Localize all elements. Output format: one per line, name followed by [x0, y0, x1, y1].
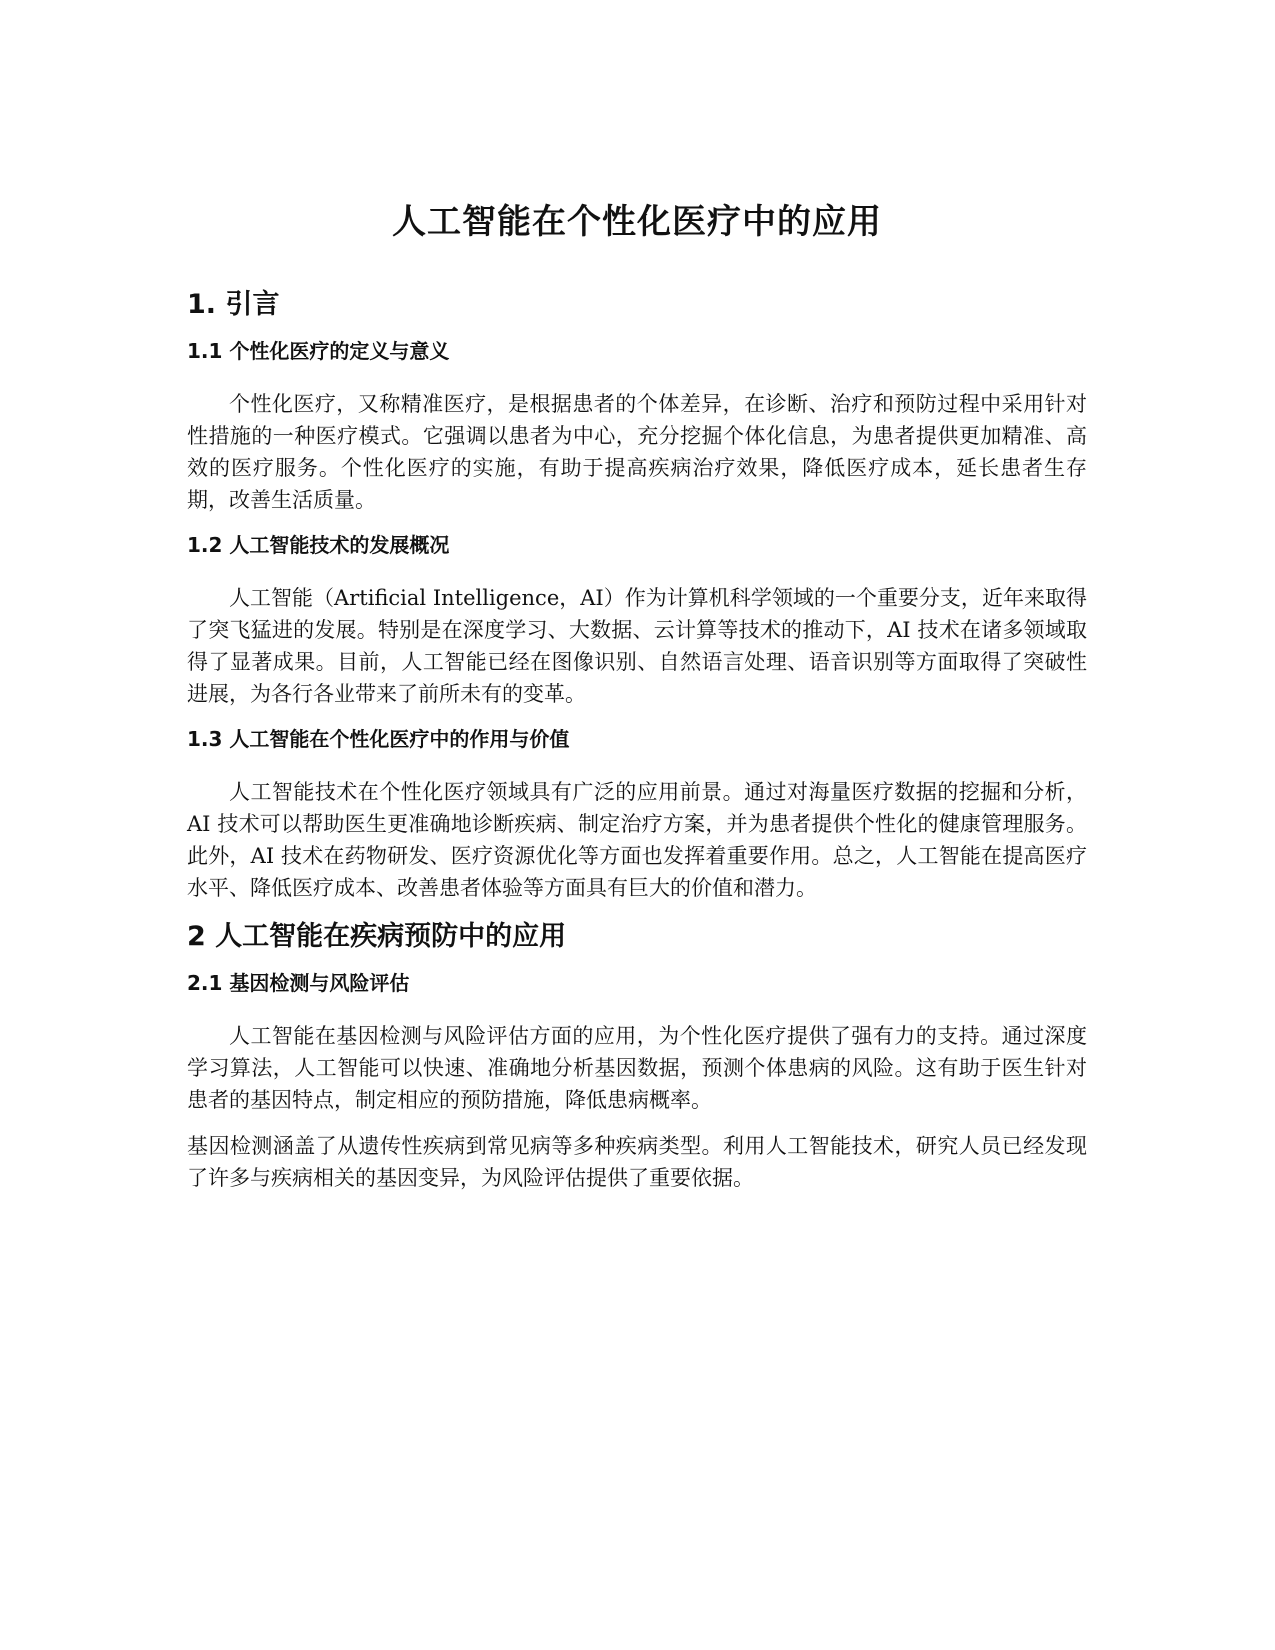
subsection-heading-2-1: 2.1 基因检测与风险评估 [187, 971, 410, 995]
paragraph-2-1-a: 人工智能在基因检测与风险评估方面的应用，为个性化医疗提供了强有力的支持。通过深度学习算法，人工智能可以快速、准确地分析基因数据，预测个体患病的风险。这有助于医生针对患者的基因特点，制定相应的预防措施，降低患病概率。 [187, 1024, 1087, 1112]
subsection-heading-1-1: 1.1 个性化医疗的定义与意义 [187, 339, 450, 363]
section-heading-introduction: 1. 引言 [187, 289, 280, 320]
subsection-heading-1-2: 1.2 人工智能技术的发展概况 [187, 533, 450, 557]
section-heading-disease-prevention: 2 人工智能在疾病预防中的应用 [187, 921, 567, 952]
subsection-heading-1-3: 1.3 人工智能在个性化医疗中的作用与价值 [187, 727, 570, 751]
paragraph-1-3: 人工智能技术在个性化医疗领域具有广泛的应用前景。通过对海量医疗数据的挖掘和分析，AI 技术可以帮助医生更准确地诊断疾病、制定治疗方案，并为患者提供个性化的健康管理服务。此外，AI 技术在药物研发、医疗资源优化等方面也发挥着重要作用。总之，人工智能在提高医疗水平、降低医疗成本、改善患者体验等方面具有巨大的价值和潜力。 [187, 780, 1087, 900]
paragraph-2-1-b: 基因检测涵盖了从遗传性疾病到常见病等多种疾病类型。利用人工智能技术，研究人员已经发现了许多与疾病相关的基因变异，为风险评估提供了重要依据。 [187, 1134, 1087, 1190]
document-body [187, 198, 1087, 1208]
document-title: 人工智能在个性化医疗中的应用 [392, 202, 882, 242]
paragraph-1-1: 个性化医疗，又称精准医疗，是根据患者的个体差异，在诊断、治疗和预防过程中采用针对性措施的一种医疗模式。它强调以患者为中心，充分挖掘个体化信息，为患者提供更加精准、高效的医疗服务。个性化医疗的实施，有助于提高疾病治疗效果，降低医疗成本，延长患者生存期，改善生活质量。 [187, 392, 1087, 512]
paragraph-1-2: 人工智能（Artificial Intelligence，AI）作为计算机科学领域的一个重要分支，近年来取得了突飞猛进的发展。特别是在深度学习、大数据、云计算等技术的推动下，AI 技术在诸多领域取得了显著成果。目前，人工智能已经在图像识别、自然语言处理、语音识别等方面取得了突破性进展，为各行各业带来了前所未有的变革。 [187, 586, 1087, 706]
